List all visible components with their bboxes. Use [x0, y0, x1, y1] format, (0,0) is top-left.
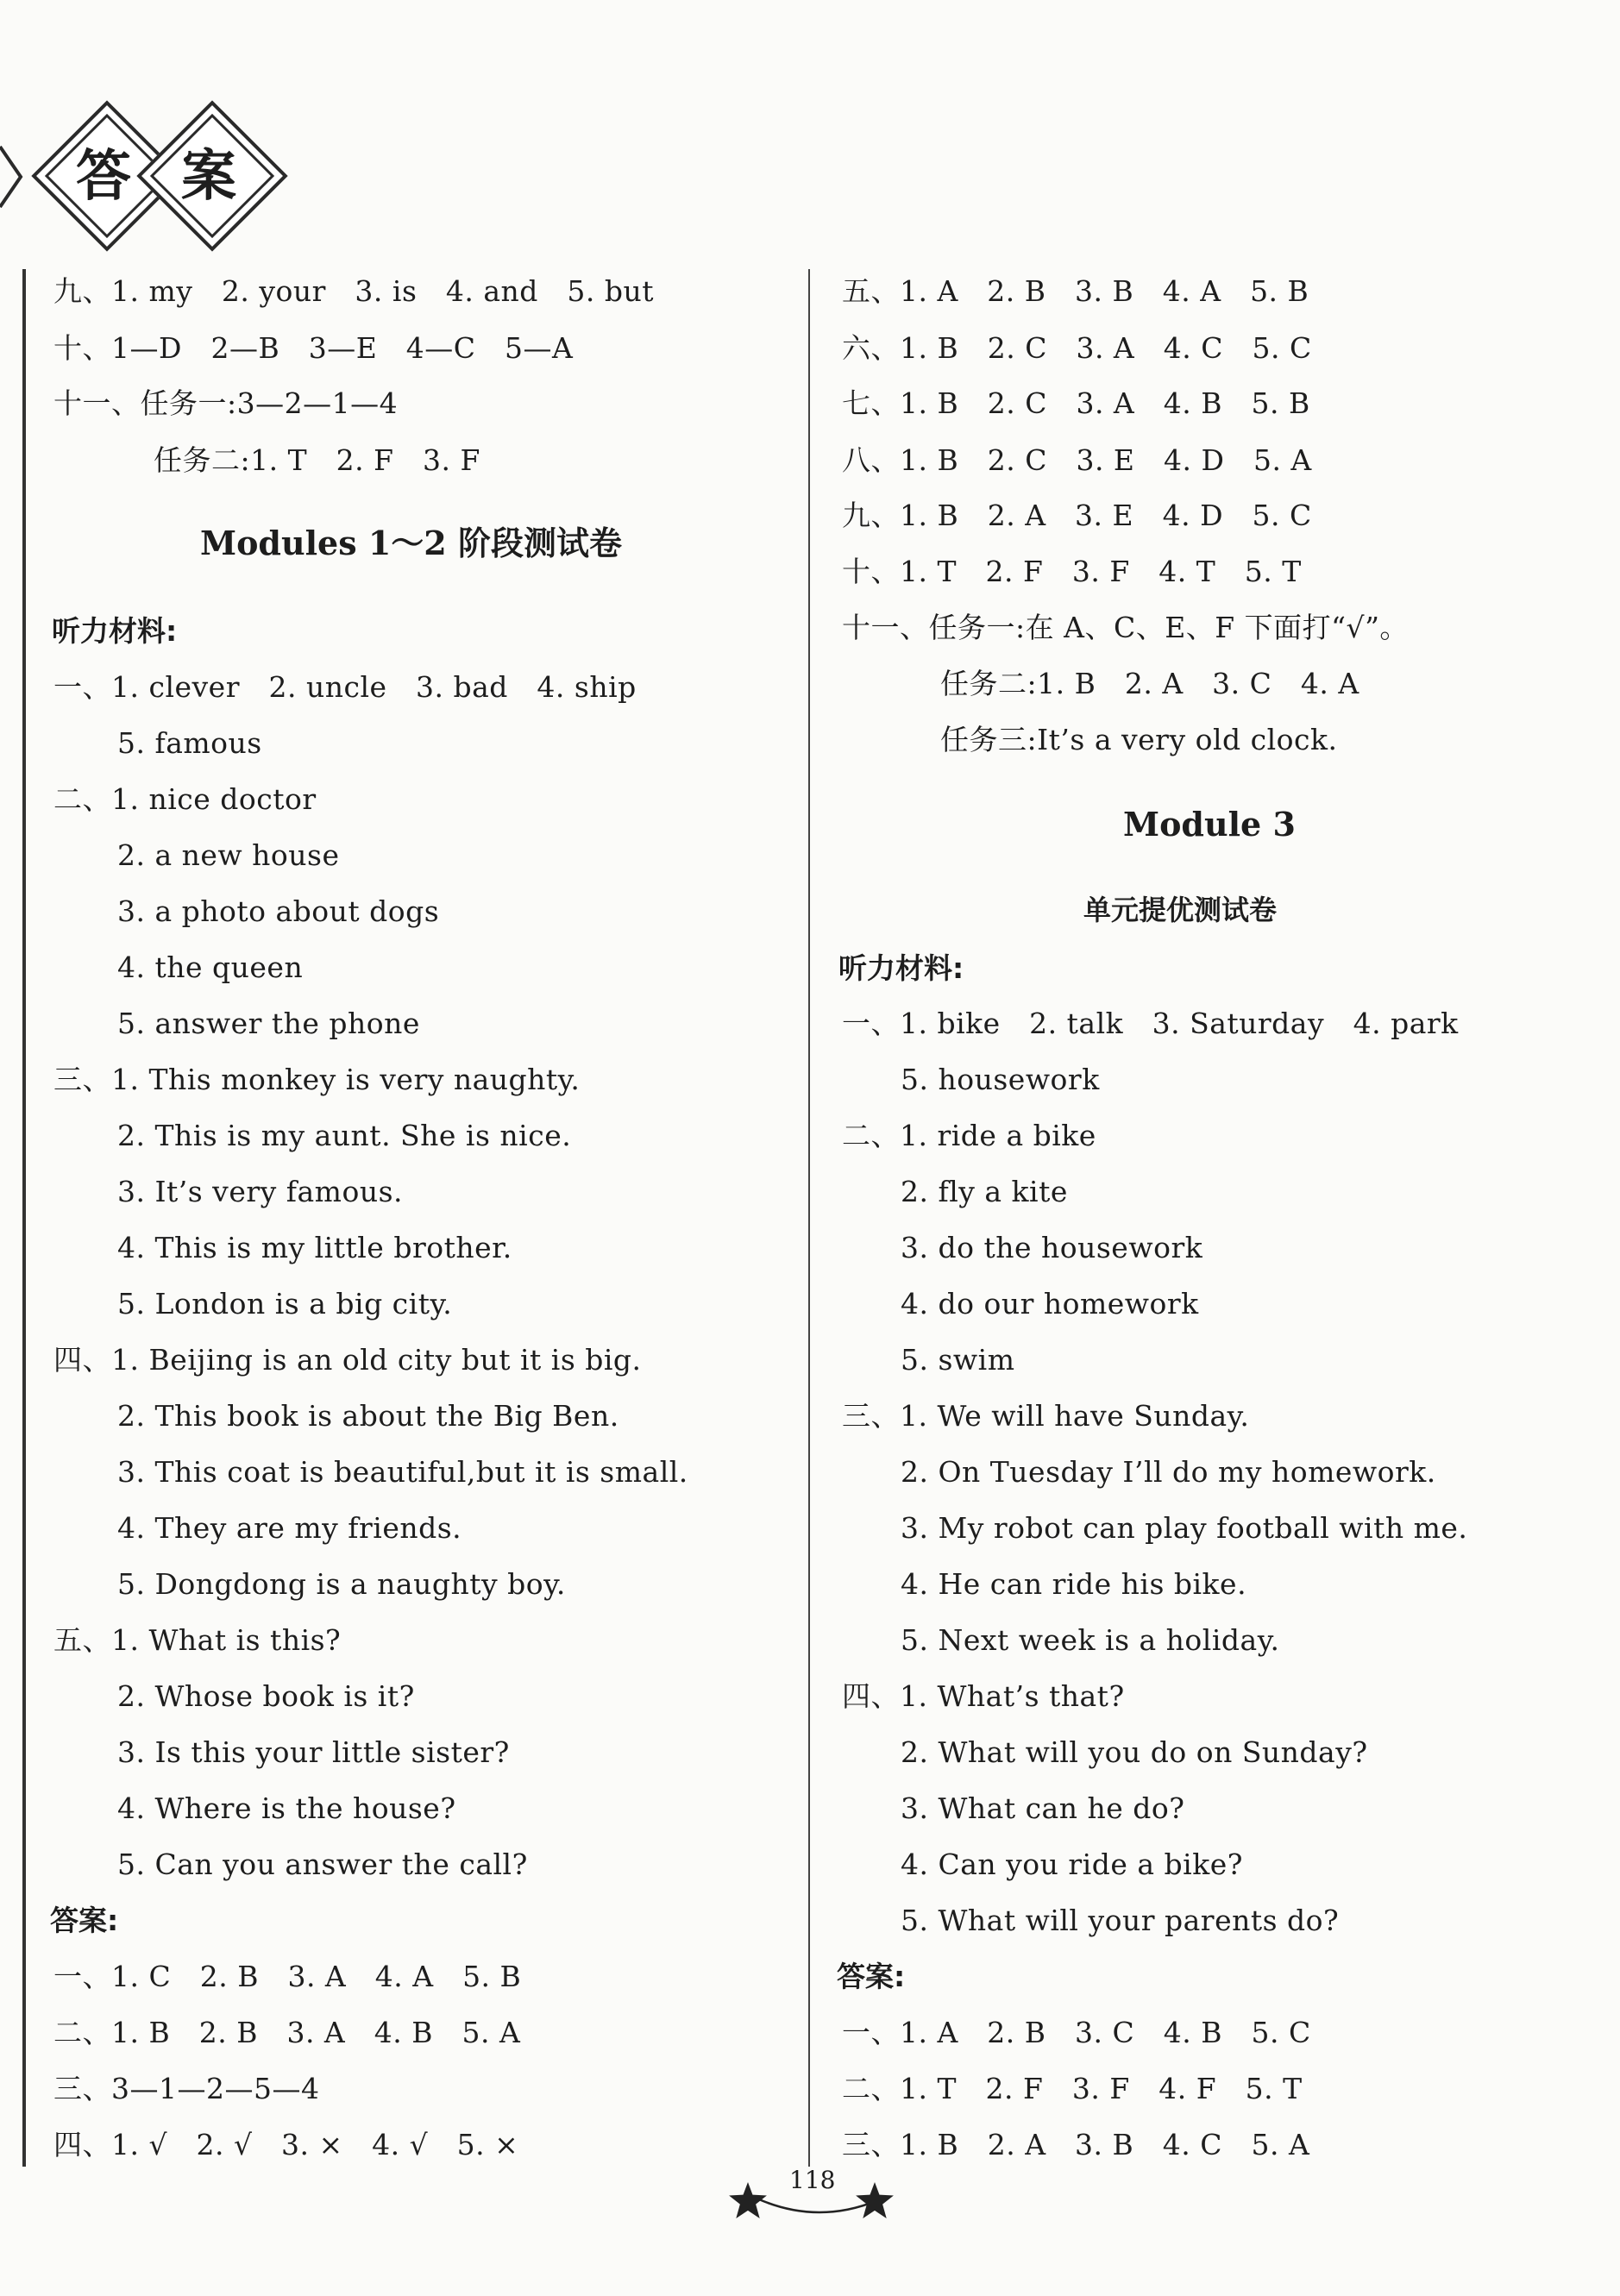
left-listening-line: 5. Dongdong is a naughty boy.	[117, 1567, 566, 1601]
right-top-line: 任务二:1. B 2. A 3. C 4. A	[940, 667, 1359, 700]
right-listening-line: 5. What will your parents do?	[901, 1904, 1340, 1937]
left-top-line-2: 十、1—D 2—B 3—E 4—C 5—A	[53, 331, 574, 365]
left-listening-line: 5. London is a big city.	[117, 1287, 453, 1321]
left-listening-line: 5. famous	[117, 726, 262, 760]
left-listening-line: 3. Is this your little sister?	[117, 1735, 510, 1769]
right-listening-line: 5. housework	[901, 1063, 1100, 1096]
left-listening-line: 2. Whose book is it?	[117, 1679, 415, 1713]
right-listening-line: 3. My robot can play football with me.	[901, 1511, 1468, 1545]
right-top-line: 十、1. T 2. F 3. F 4. T 5. T	[842, 555, 1302, 588]
left-listening-label: 听力材料:	[52, 614, 178, 648]
left-top-line-1: 九、1. my 2. your 3. is 4. and 5. but	[53, 274, 655, 308]
left-listening-line: 2. This book is about the Big Ben.	[117, 1399, 619, 1433]
left-listening-line: 二、1. nice doctor	[53, 782, 317, 816]
right-section-title: Module 3	[1123, 805, 1296, 844]
right-listening-line: 四、1. What’s that?	[842, 1679, 1125, 1713]
left-listening-line: 4. This is my little brother.	[117, 1231, 512, 1264]
left-section-title: Modules 1～2 阶段测试卷	[200, 524, 622, 562]
left-answers-label: 答案:	[50, 1904, 119, 1937]
left-top-line-3: 十一、任务一:3—2—1—4	[53, 386, 399, 420]
right-top-line: 九、1. B 2. A 3. E 4. D 5. C	[842, 499, 1312, 532]
right-top-line: 六、1. B 2. C 3. A 4. C 5. C	[842, 331, 1312, 365]
left-listening-line: 5. Can you answer the call?	[117, 1847, 528, 1881]
banner-char-2: 案	[181, 145, 236, 209]
left-top-line-4: 任务二:1. T 2. F 3. F	[154, 443, 480, 477]
right-answer-line: 二、1. T 2. F 3. F 4. F 5. T	[842, 2072, 1303, 2105]
right-listening-line: 2. fly a kite	[901, 1175, 1068, 1208]
right-answer-line: 一、1. A 2. B 3. C 4. B 5. C	[842, 2016, 1311, 2049]
right-top-line: 八、1. B 2. C 3. E 4. D 5. A	[842, 443, 1312, 477]
right-listening-line: 二、1. ride a bike	[842, 1119, 1096, 1152]
right-top-line: 任务三:It’s a very old clock.	[940, 723, 1338, 756]
right-listening-line: 2. On Tuesday I’ll do my homework.	[901, 1455, 1436, 1489]
right-answers-label: 答案:	[837, 1960, 906, 1993]
star-icon	[856, 2182, 894, 2218]
left-answer-line: 一、1. C 2. B 3. A 4. A 5. B	[53, 1960, 522, 1993]
answer-banner	[0, 104, 276, 250]
right-top-line: 十一、任务一:在 A、C、E、F 下面打“√”。	[842, 611, 1409, 644]
left-answer-line: 四、1. √ 2. √ 3. × 4. √ 5. ×	[53, 2128, 519, 2161]
left-listening-line: 五、1. What is this?	[53, 1623, 342, 1657]
right-listening-line: 一、1. bike 2. talk 3. Saturday 4. park	[842, 1007, 1459, 1040]
right-listening-line: 5. Next week is a holiday.	[901, 1623, 1280, 1657]
right-section-subtitle: 单元提优测试卷	[1083, 894, 1278, 926]
left-listening-line: 一、1. clever 2. uncle 3. bad 4. ship	[53, 670, 637, 704]
right-listening-label: 听力材料:	[838, 951, 964, 985]
left-listening-line: 四、1. Beijing is an old city but it is big.	[53, 1343, 642, 1377]
left-margin-rule	[22, 269, 26, 2167]
right-top-line: 七、1. B 2. C 3. A 4. B 5. B	[842, 386, 1310, 420]
right-top-line: 五、1. A 2. B 3. B 4. A 5. B	[842, 274, 1309, 308]
right-listening-line: 3. do the housework	[901, 1231, 1203, 1264]
page-number: 118	[789, 2166, 836, 2194]
left-listening-line: 5. answer the phone	[117, 1007, 420, 1040]
left-listening-line: 3. It’s very famous.	[117, 1175, 403, 1208]
right-listening-line: 三、1. We will have Sunday.	[842, 1399, 1250, 1433]
left-listening-line: 2. a new house	[117, 838, 340, 872]
left-answer-line: 三、3—1—2—5—4	[53, 2072, 320, 2105]
left-answer-line: 二、1. B 2. B 3. A 4. B 5. A	[53, 2016, 521, 2049]
left-listening-line: 三、1. This monkey is very naughty.	[53, 1063, 581, 1096]
column-divider	[808, 269, 810, 2167]
left-listening-line: 4. the queen	[117, 950, 304, 984]
right-answer-line: 三、1. B 2. A 3. B 4. C 5. A	[842, 2128, 1310, 2161]
banner-ornament-left	[0, 138, 26, 216]
left-listening-line: 3. a photo about dogs	[117, 894, 440, 928]
left-listening-line: 3. This coat is beautiful,but it is small.	[117, 1455, 688, 1489]
right-listening-line: 2. What will you do on Sunday?	[901, 1735, 1368, 1769]
left-listening-line: 4. They are my friends.	[117, 1511, 462, 1545]
right-listening-line: 5. swim	[901, 1343, 1015, 1377]
right-listening-line: 4. He can ride his bike.	[901, 1567, 1247, 1601]
right-listening-line: 4. Can you ride a bike?	[901, 1847, 1243, 1881]
banner-char-1: 答	[76, 145, 131, 209]
left-listening-line: 4. Where is the house?	[117, 1791, 456, 1825]
right-listening-line: 4. do our homework	[901, 1287, 1199, 1321]
right-listening-line: 3. What can he do?	[901, 1791, 1185, 1825]
left-listening-line: 2. This is my aunt. She is nice.	[117, 1119, 572, 1152]
page-footer	[699, 2165, 923, 2217]
